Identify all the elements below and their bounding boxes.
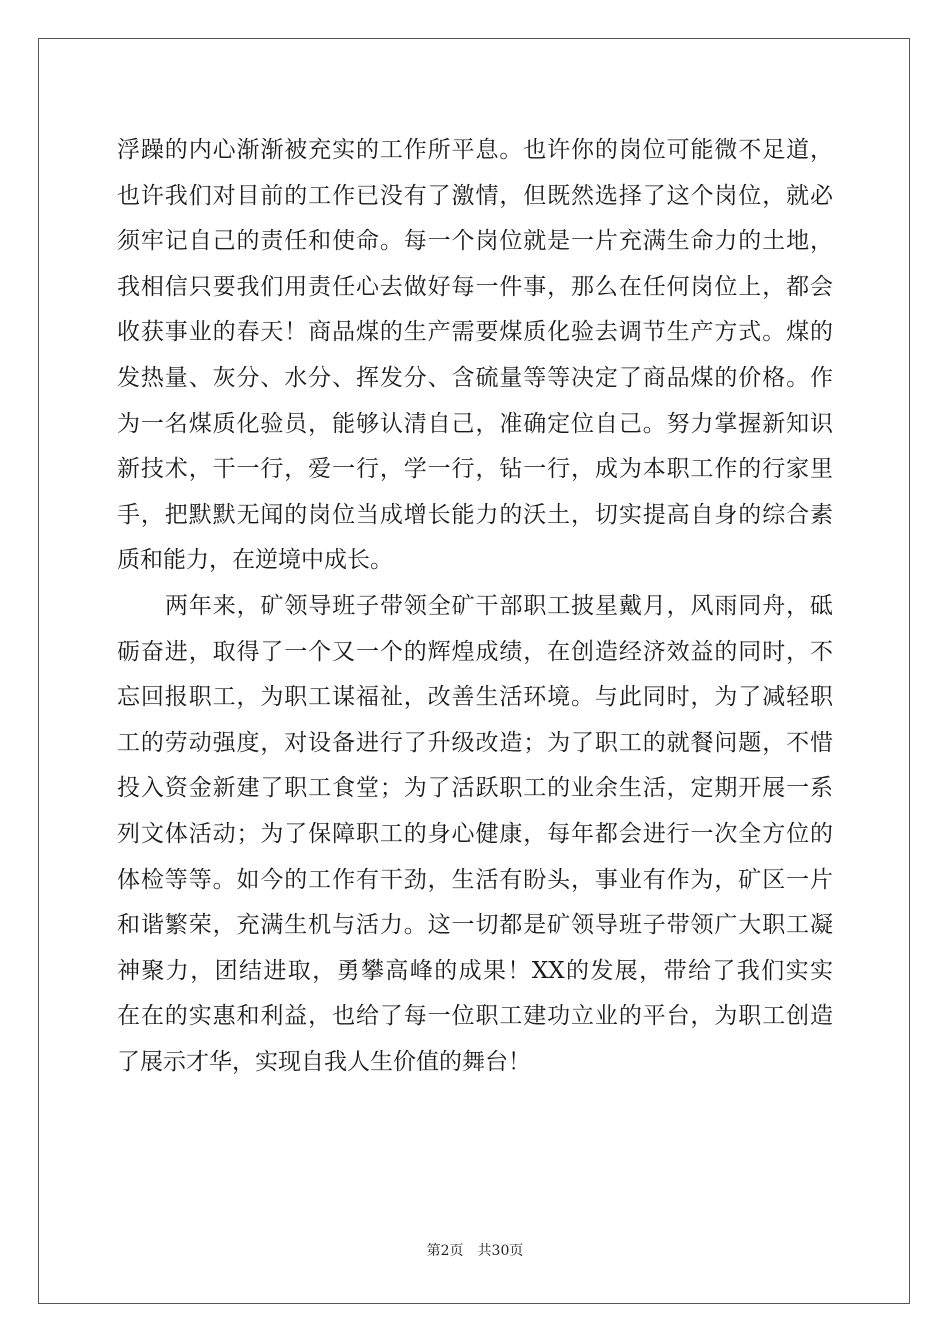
- text-line: 和谐繁荣，充满生机与活力。这一切都是矿领导班子带领广大职工凝: [117, 912, 833, 939]
- text-line: 体检等等。如今的工作有干劲，生活有盼头，事业有作为，矿区一片: [117, 866, 833, 893]
- text-line: 在在的实惠和利益，也给了每一位职工建功立业的平台，为职工创造: [117, 1003, 833, 1030]
- text-line: 手，把默默无闻的岗位当成增长能力的沃土，切实提高自身的综合素: [117, 501, 833, 528]
- text-line: 砺奋进，取得了一个又一个的辉煌成绩，在创造经济效益的同时，不: [117, 638, 833, 665]
- text-line: 为一名煤质化验员，能够认清自己，准确定位自己。努力掌握新知识: [117, 410, 833, 437]
- text-line: 须牢记自己的责任和使命。每一个岗位就是一片充满生命力的土地，: [117, 228, 833, 255]
- text-line: 投入资金新建了职工食堂；为了活跃职工的业余生活，定期开展一系: [117, 775, 833, 802]
- text-line: 神聚力，团结进取，勇攀高峰的成果！XX的发展，带给了我们实实: [117, 957, 833, 984]
- text-line: 浮躁的内心渐渐被充实的工作所平息。也许你的岗位可能微不足道，: [117, 137, 833, 163]
- paragraph: [117, 584, 833, 1086]
- text-line: 质和能力，在逆境中成长。: [117, 547, 393, 574]
- text-line: 两年来，矿领导班子带领全矿干部职工披星戴月，风雨同舟，砥: [165, 592, 833, 619]
- text-line: 忘回报职工，为职工谋福祉，改善生活环境。与此同时，为了减轻职: [117, 684, 833, 711]
- text-line: 了展示才华，实现自我人生价值的舞台！: [117, 1048, 531, 1075]
- text-line: 也许我们对目前的工作已没有了激情，但既然选择了这个岗位，就必: [117, 182, 833, 209]
- text-line: 发热量、灰分、水分、挥发分、含硫量等等决定了商品煤的价格。作: [117, 364, 833, 391]
- text-line: 我相信只要我们用责任心去做好每一件事，那么在任何岗位上，都会: [117, 273, 833, 300]
- paragraph: [117, 128, 833, 584]
- text-line: 新技术，干一行，爱一行，学一行，钻一行，成为本职工作的行家里: [117, 456, 833, 483]
- text-line: 收获事业的春天！商品煤的生产需要煤质化验去调节生产方式。煤的: [117, 319, 833, 346]
- page-number: 第2页 共30页: [426, 1243, 524, 1259]
- text-line: 工的劳动强度，对设备进行了升级改造；为了职工的就餐问题，不惜: [117, 729, 833, 756]
- text-line: 列文体活动；为了保障职工的身心健康，每年都会进行一次全方位的: [117, 820, 833, 847]
- document-body: [117, 128, 833, 1085]
